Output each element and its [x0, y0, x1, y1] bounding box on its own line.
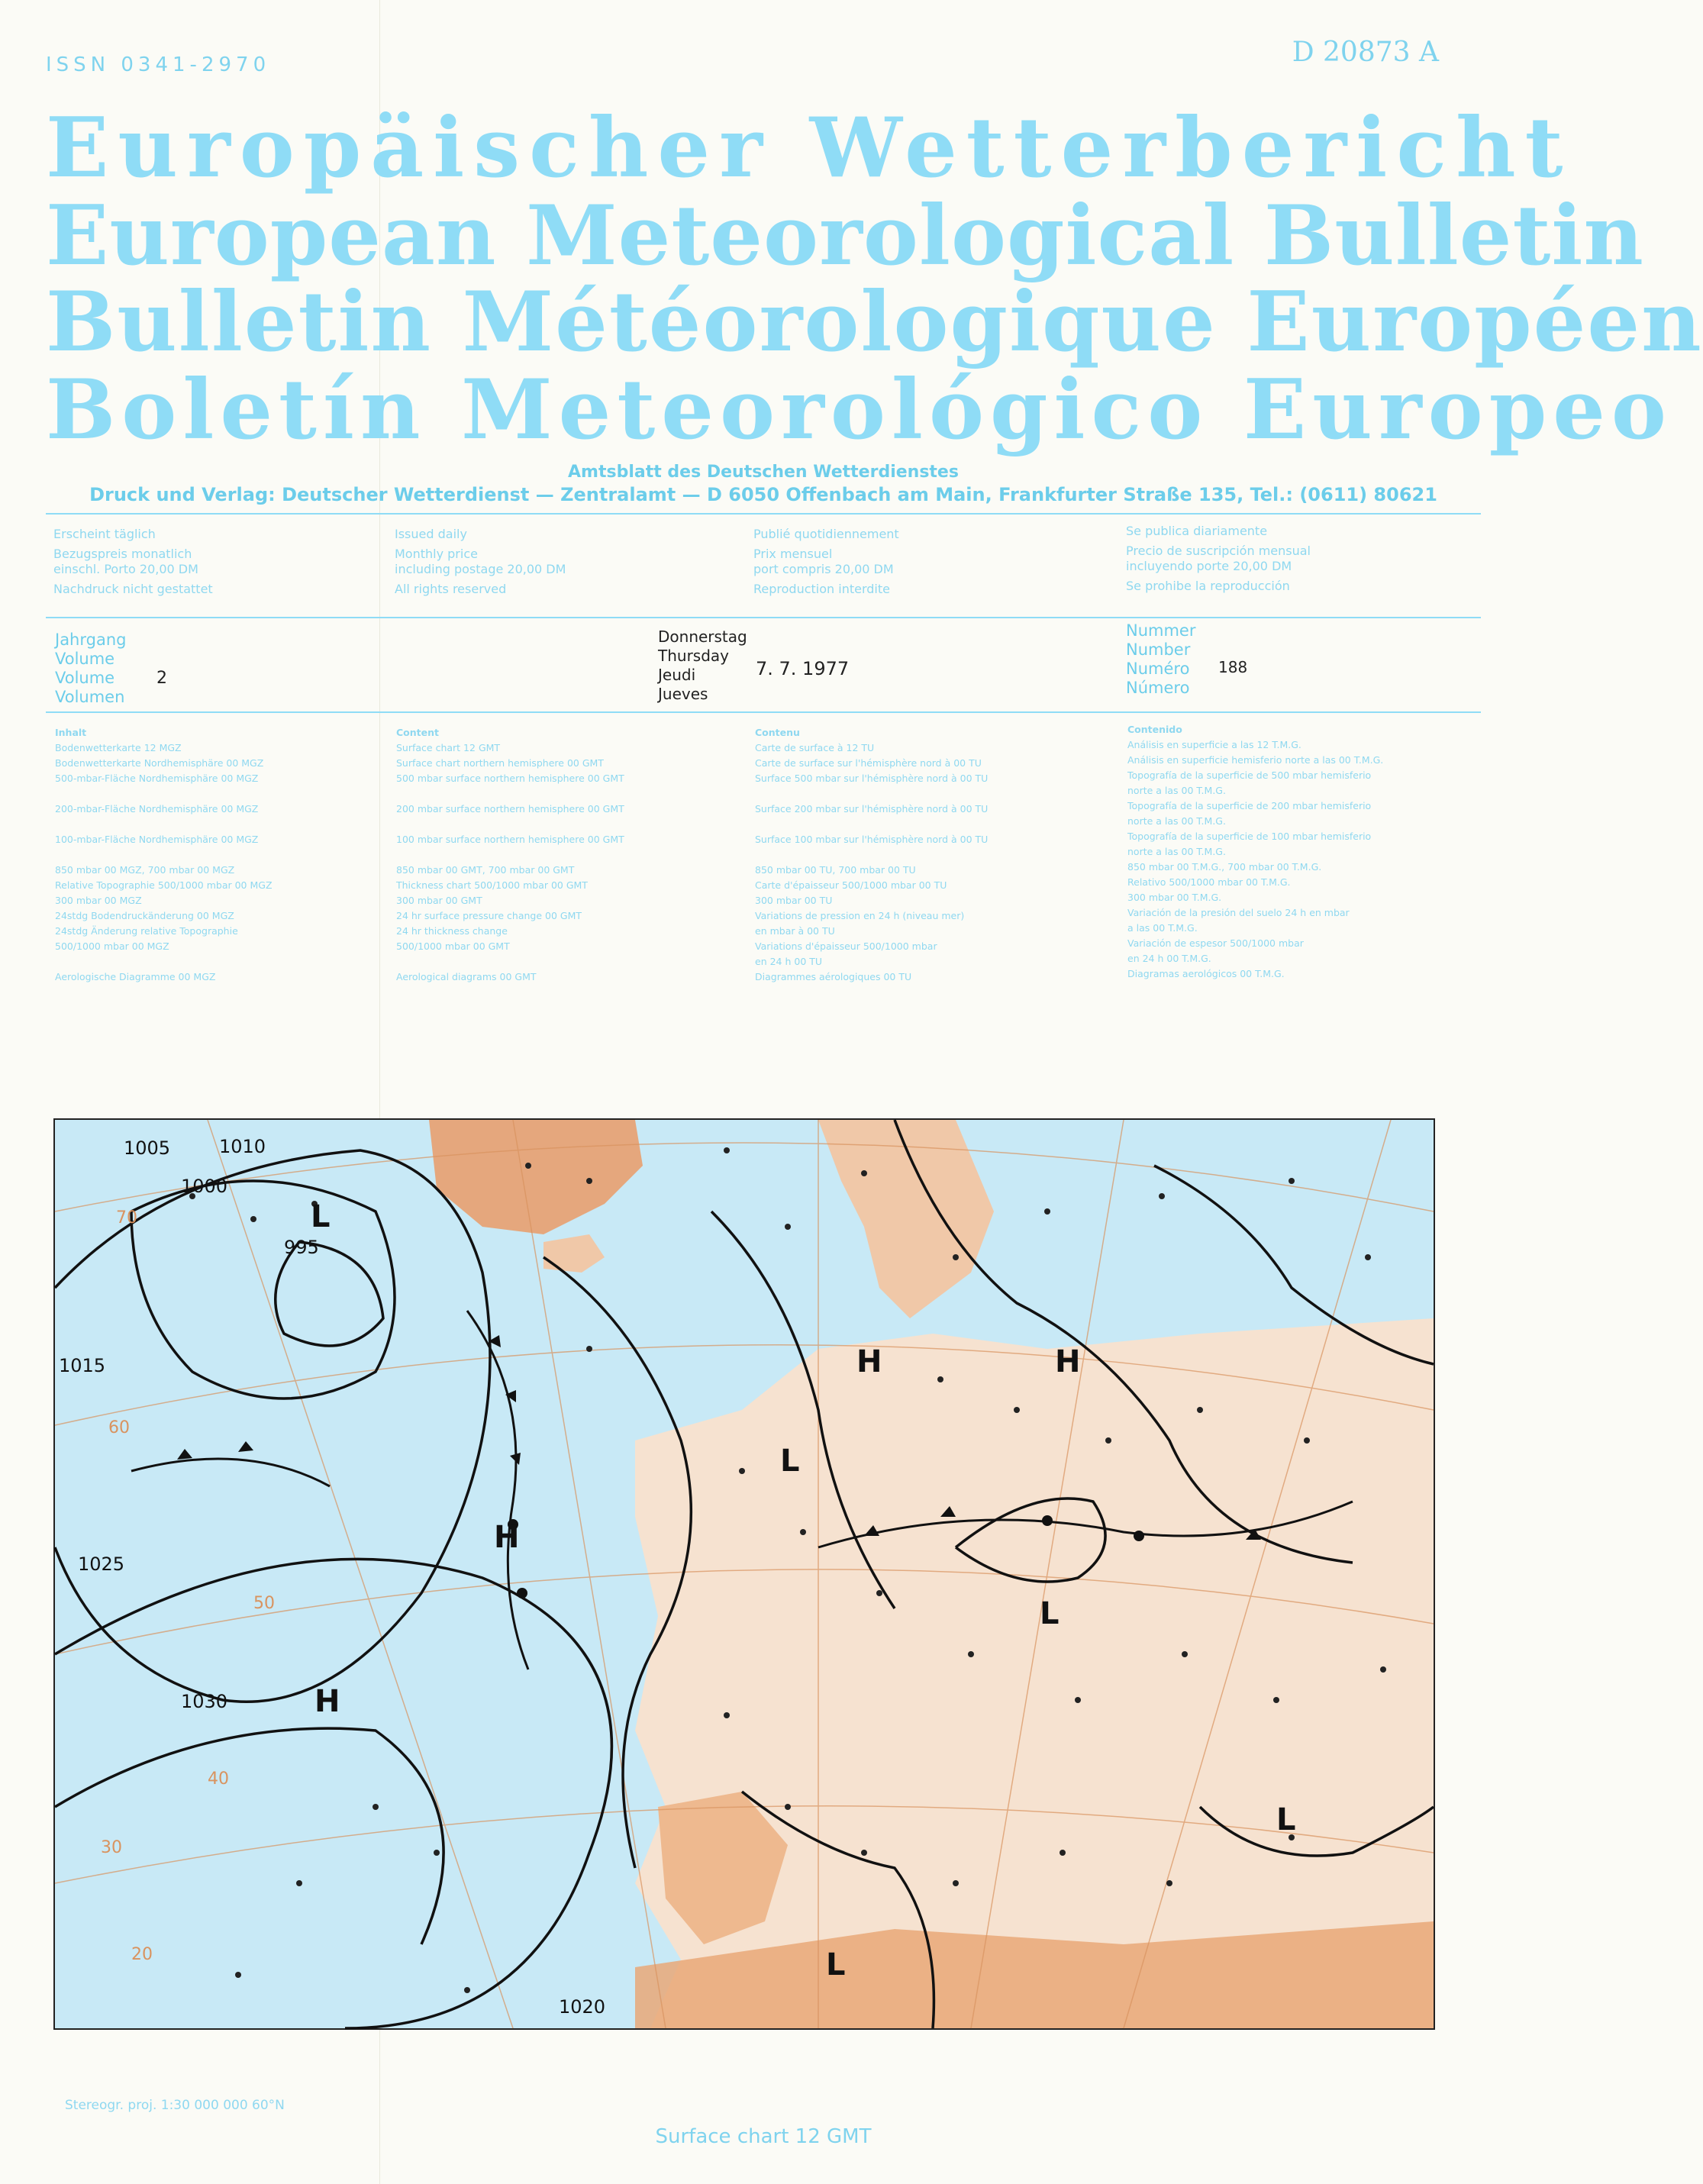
title-english: European Meteorological Bulletin [46, 188, 1644, 284]
low-pressure-centre: L [1040, 1596, 1060, 1631]
terms-english: Issued daily Monthly price including postage 20,00 DM All rights reserved [395, 527, 566, 596]
issn: ISSN 0341-2970 [46, 53, 271, 76]
divider [46, 711, 1481, 713]
number-labels: Nummer Number Numéro Número [1126, 621, 1196, 697]
contents-german: Inhalt Bodenwetterkarte 12 MGZ Bodenwetterkarte Nordhemisphäre 00 MGZ 500-mbar-Fläche Nordhemisphäre 00 MGZ 200-mbar-Fläche Nordhemisphäre 00 MGZ 100-mbar-Fläche Nordhemisphäre 00 MGZ 850 mbar 00 MGZ, 700 mbar 00 MGZ Relative Topographie 500/1000 mbar 00 MGZ 300 mbar 00 MGZ 24stdg Bodendruckänderung 00 MGZ 24stdg Änderung relative Topographie 500/1000 mbar 00 MGZ Aerologische Diagramme 00 MGZ [55, 727, 273, 982]
svg-text:20: 20 [131, 1945, 153, 1964]
divider [46, 513, 1481, 515]
isobar-label: 1000 [181, 1176, 228, 1197]
isobar-label: 1020 [559, 1996, 606, 2018]
svg-text:40: 40 [208, 1769, 229, 1789]
greenland-landmass [429, 1120, 643, 1234]
issue-number: 188 [1218, 658, 1248, 676]
terms-spanish: Se publica diariamente Precio de suscripción mensual incluyendo porte 20,00 DM Se prohibe la reproducción [1126, 524, 1311, 593]
terms-french: Publié quotidiennement Prix mensuel port compris 20,00 DM Reproduction interdite [753, 527, 899, 596]
iceland-landmass [543, 1234, 605, 1273]
isobar-label: 1025 [78, 1553, 125, 1575]
svg-text:30: 30 [101, 1838, 122, 1857]
high-pressure-centre: H [1055, 1344, 1081, 1379]
title-french: Bulletin Météorologique Européen [46, 274, 1703, 370]
terms-german: Erscheint täglich Bezugspreis monatlich einschl. Porto 20,00 DM Nachdruck nicht gestattet [53, 527, 213, 596]
high-pressure-centre: H [856, 1344, 882, 1379]
divider [46, 617, 1481, 618]
publisher-line-2: Druck und Verlag: Deutscher Wetterdienst — Zentralamt — D 6050 Offenbach am Main, Frankfurter Straße 135, Tel.: (0611) 80621 [89, 484, 1437, 505]
low-pressure-centre: L [780, 1444, 800, 1479]
contents-french: Contenu Carte de surface à 12 TU Carte de surface sur l'hémisphère nord à 00 TU Surface 500 mbar sur l'hémisphère nord à 00 TU Surface 200 mbar sur l'hémisphère nord à 00 TU Surface 100 mbar sur l'hémisphère nord à 00 TU 850 mbar 00 TU, 700 mbar 00 TU Carte d'épaisseur 500/1000 mbar 00 TU 300 mbar 00 TU Variations de pression en 24 h (niveau mer) en mbar à 00 TU Variations d'épaisseur 500/1000 mbar en 24 h 00 TU Diagrammes aérologiques 00 TU [755, 727, 989, 982]
volume-labels: Jahrgang Volume Volume Volumen [55, 631, 127, 706]
volume-value: 2 [156, 669, 167, 688]
low-pressure-centre: L [311, 1199, 331, 1234]
isobar-label: 1015 [59, 1355, 106, 1376]
low-pressure-centre: L [1276, 1802, 1296, 1837]
contents-english: Content Surface chart 12 GMT Surface chart northern hemisphere 00 GMT 500 mbar surface northern hemisphere 00 GMT 200 mbar surface northern hemisphere 00 GMT 100 mbar surface northern hemisphere 00 GMT 850 mbar 00 GMT, 700 mbar 00 GMT Thickness chart 500/1000 mbar 00 GMT 300 mbar 00 GMT 24 hr surface pressure change 00 GMT 24 hr thickness change 500/1000 mbar 00 GMT Aerological diagrams 00 GMT [396, 727, 624, 982]
map-drawing [55, 1120, 1434, 2028]
map-projection: Stereogr. proj. 1:30 000 000 60°N [65, 2098, 285, 2113]
isobar-label: 995 [284, 1237, 319, 1258]
high-pressure-centre: H [314, 1684, 340, 1719]
latitude-labels [101, 1208, 275, 1964]
surface-weather-map [53, 1118, 1435, 2030]
map-caption: Surface chart 12 GMT [655, 2125, 872, 2148]
high-pressure-centre: H [494, 1520, 520, 1555]
svg-text:50: 50 [253, 1594, 275, 1613]
document-number: D 20873 A [1292, 37, 1439, 68]
isobar-label: 1010 [219, 1136, 266, 1157]
publisher-line-1: Amtsblatt des Deutschen Wetterdienstes [568, 463, 959, 482]
svg-text:70: 70 [116, 1208, 137, 1227]
low-pressure-centre: L [826, 1947, 846, 1982]
isobar-label: 1030 [181, 1691, 228, 1712]
title-spanish: Boletín Meteorológico Europeo [46, 362, 1672, 458]
issue-date: 7. 7. 1977 [756, 658, 850, 679]
isobar-labels [59, 1136, 605, 2018]
isobar-label: 1005 [124, 1137, 171, 1159]
svg-text:60: 60 [108, 1418, 130, 1437]
title-german: Europäischer Wetterbericht [46, 100, 1572, 196]
contents-spanish: Contenido Análisis en superficie a las 12 T.M.G. Análisis en superficie hemisferio norte a las 00 T.M.G. Topografía de la superficie de 500 mbar hemisferio norte a las 00 T.M.G. Topografía de la superficie de 200 mbar hemisferio norte a las 00 T.M.G. Topografía de la superficie de 100 mbar hemisferio norte a las 00 T.M.G. 850 mbar 00 T.M.G., 700 mbar 00 T.M.G. Relativo 500/1000 mbar 00 T.M.G. 300 mbar 00 T.M.G. Variación de la presión del suelo 24 h en mbar a las 00 T.M.G. Variación de espesor 500/1000 mbar en 24 h 00 T.M.G. Diagramas aerológicos 00 T.M.G. [1127, 724, 1384, 979]
weekday-labels: Donnerstag Thursday Jeudi Jueves [658, 627, 747, 703]
